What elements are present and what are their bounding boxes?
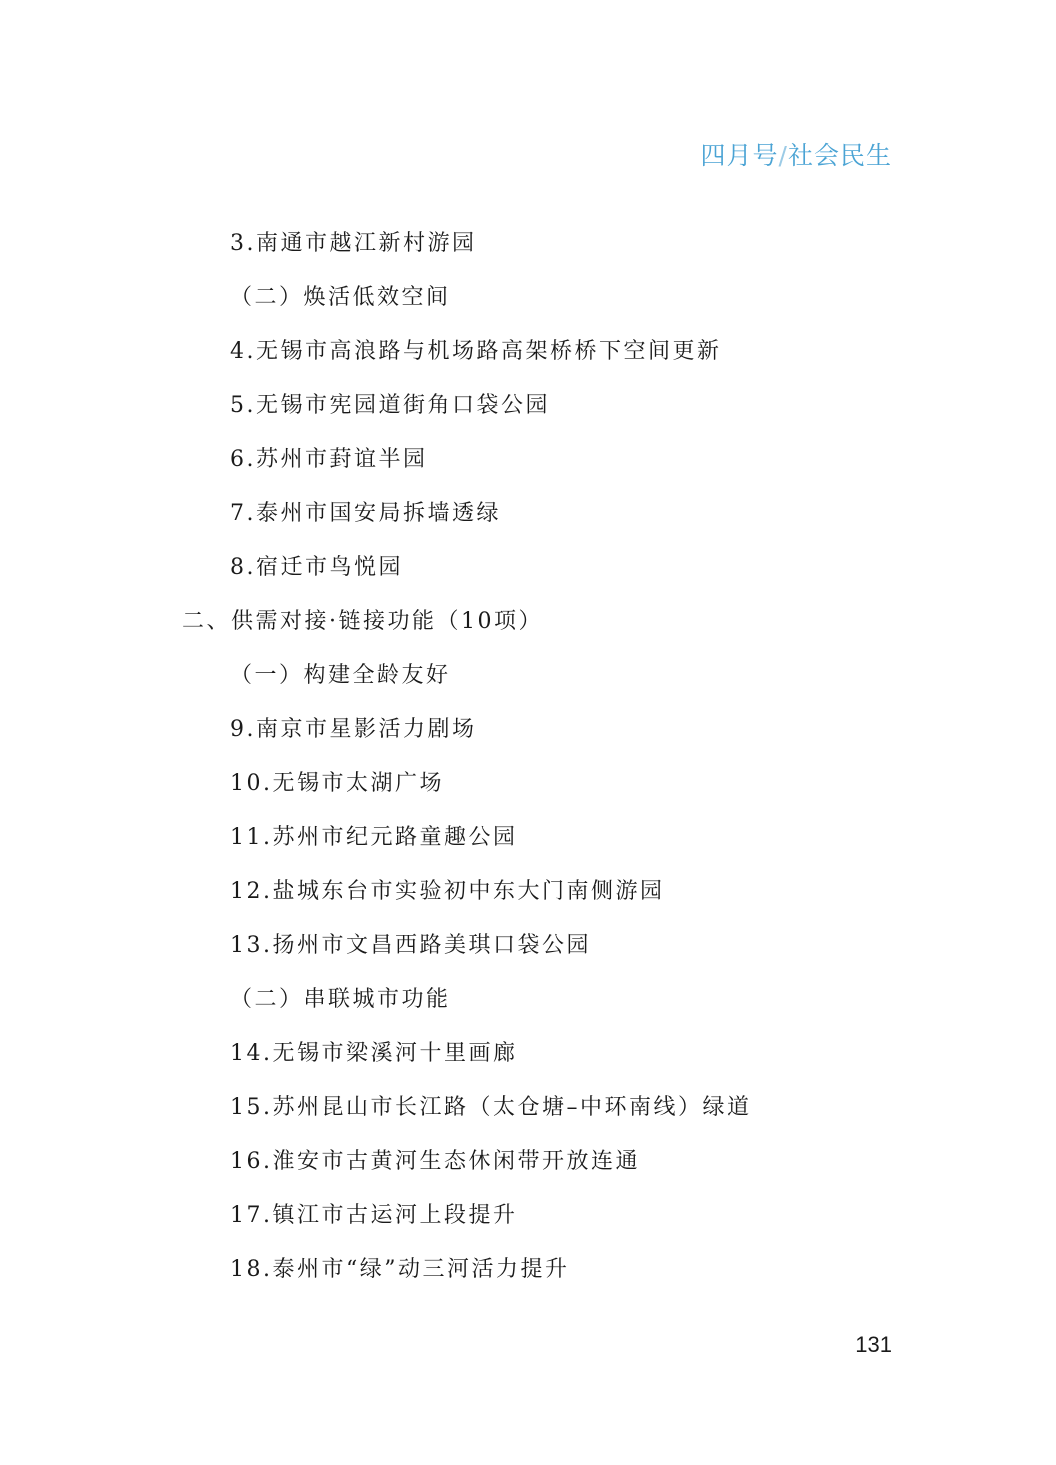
- section-heading: 二、供需对接·链接功能（10项）: [182, 609, 543, 634]
- list-item: 6.苏州市葑谊半园: [230, 447, 428, 472]
- list-item: 13.扬州市文昌西路美琪口袋公园: [230, 933, 591, 958]
- list-item: 14.无锡市梁溪河十里画廊: [230, 1041, 518, 1066]
- list-item: 5.无锡市宪园道街角口袋公园: [230, 393, 550, 418]
- list-item: 4.无锡市高浪路与机场路高架桥桥下空间更新: [230, 339, 722, 364]
- header-section: 四月号: [700, 141, 779, 170]
- list-item: 8.宿迁市鸟悦园: [230, 555, 403, 580]
- list-item: 3.南通市越江新村游园: [230, 231, 477, 256]
- list-item: 7.泰州市国安局拆墙透绿: [230, 501, 501, 526]
- running-header: [701, 136, 892, 172]
- list-item: 17.镇江市古运河上段提升: [230, 1203, 518, 1228]
- subsection-heading: （二）焕活低效空间: [230, 285, 451, 310]
- list-item: 11.苏州市纪元路童趣公园: [230, 825, 518, 850]
- header-separator: /: [778, 141, 788, 170]
- list-item: 18.泰州市“绿”动三河活力提升: [230, 1257, 570, 1282]
- list-item: 9.南京市星影活力剧场: [230, 717, 477, 742]
- list-item: 10.无锡市太湖广场: [230, 771, 444, 796]
- list-item: 12.盐城东台市实验初中东大门南侧游园: [230, 879, 665, 904]
- subsection-heading: （一）构建全龄友好: [230, 663, 451, 688]
- subsection-heading: （二）串联城市功能: [230, 987, 451, 1012]
- list-item: 15.苏州昆山市长江路（太仓塘–中环南线）绿道: [230, 1095, 752, 1120]
- list-item: 16.淮安市古黄河生态休闲带开放连通: [230, 1149, 640, 1174]
- header-topic: 社会民生: [787, 141, 892, 170]
- page-number: 131: [855, 1332, 892, 1357]
